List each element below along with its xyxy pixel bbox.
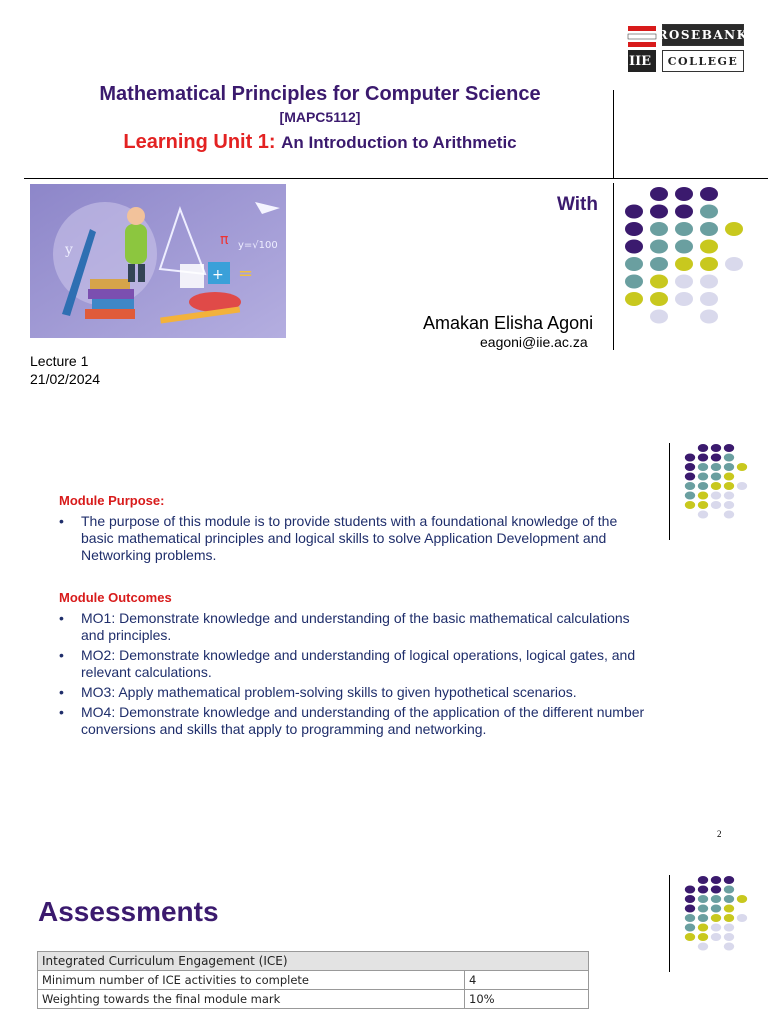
decorative-dots-small-1 — [680, 440, 752, 526]
decorative-dot — [711, 933, 721, 941]
decorative-dot — [685, 454, 695, 462]
decorative-dot — [698, 444, 708, 452]
decorative-dot — [711, 454, 721, 462]
decorative-dot — [685, 482, 695, 490]
outcome-item: • MO3: Apply mathematical problem-solving skills to given hypothetical scenarios. — [59, 684, 649, 701]
page-number: 2 — [717, 829, 722, 839]
table-cell-label: Weighting towards the final module mark — [38, 990, 465, 1009]
decorative-dot — [698, 933, 708, 941]
course-title: Mathematical Principles for Computer Science — [99, 83, 541, 105]
decorative-dot — [724, 943, 734, 951]
decorative-dot — [698, 886, 708, 894]
outcome-item: • MO1: Demonstrate knowledge and understanding of the basic mathematical calculations and principles. — [59, 610, 649, 644]
decorative-dot — [724, 454, 734, 462]
decorative-dot — [724, 482, 734, 490]
module-purpose-list — [59, 513, 649, 567]
module-outcomes-list — [59, 610, 649, 741]
decorative-dot — [650, 222, 668, 236]
math-illustration — [30, 184, 286, 338]
decorative-dot — [675, 275, 693, 289]
table-cell-value: 4 — [465, 971, 589, 990]
decorative-dot — [711, 473, 721, 481]
decorative-dot — [711, 876, 721, 884]
decorative-dot — [737, 482, 747, 490]
table-header-cell: Integrated Curriculum Engagement (ICE) — [38, 952, 589, 971]
decorative-dot — [685, 886, 695, 894]
decorative-dot — [650, 257, 668, 271]
decorative-dot — [698, 876, 708, 884]
decorative-dot — [698, 463, 708, 471]
decorative-dot — [698, 905, 708, 913]
decorative-dot — [711, 482, 721, 490]
decorative-dot — [675, 205, 693, 219]
divider-vertical-slide2 — [669, 443, 670, 540]
learning-unit-label: Learning Unit 1: — [123, 131, 276, 153]
divider-horizontal — [24, 178, 768, 179]
decorative-dot — [685, 895, 695, 903]
decorative-dot — [724, 511, 734, 519]
decorative-dot — [724, 463, 734, 471]
decorative-dot — [711, 924, 721, 932]
decorative-dot — [685, 905, 695, 913]
purpose-item: • The purpose of this module is to provide students with a foundational knowledge of the basic mathematical principles and logical skills to solve Application Development and Networking problems. — [59, 513, 649, 564]
decorative-dot — [685, 463, 695, 471]
decorative-dot — [711, 501, 721, 509]
decorative-dot — [698, 914, 708, 922]
decorative-dot — [725, 222, 743, 236]
svg-text:y=√100: y=√100 — [238, 240, 278, 251]
outcome-item: • MO4: Demonstrate knowledge and understanding of the application of the different number conversions and skills that apply to programming and networking. — [59, 704, 649, 738]
divider-vertical-top — [613, 90, 614, 178]
learning-unit-title — [0, 131, 640, 154]
decorative-dot — [724, 933, 734, 941]
lecture-number: Lecture 1 — [30, 353, 89, 369]
with-label: With — [557, 194, 598, 215]
decorative-dot — [675, 257, 693, 271]
lecturer-name: Amakan Elisha Agoni — [423, 313, 594, 333]
decorative-dot — [698, 501, 708, 509]
decorative-dot — [711, 492, 721, 500]
decorative-dot — [700, 275, 718, 289]
decorative-dot — [625, 275, 643, 289]
decorative-dot — [698, 511, 708, 519]
decorative-dot — [724, 492, 734, 500]
decorative-dot — [685, 924, 695, 932]
decorative-dot — [711, 463, 721, 471]
logo-mark: IIE — [629, 54, 652, 69]
divider-vertical-slide3 — [669, 875, 670, 972]
decorative-dot — [724, 895, 734, 903]
decorative-dot — [625, 205, 643, 219]
logo-text-college: COLLEGE — [662, 50, 744, 72]
decorative-dot — [685, 473, 695, 481]
decorative-dot — [698, 924, 708, 932]
decorative-dot — [625, 257, 643, 271]
table-cell-value: 10% — [465, 990, 589, 1009]
decorative-dots-large — [624, 186, 748, 330]
svg-text:π: π — [220, 232, 229, 248]
decorative-dot — [625, 222, 643, 236]
decorative-dot — [700, 205, 718, 219]
assessments-heading: Assessments — [38, 896, 219, 927]
decorative-dot — [737, 463, 747, 471]
svg-text:=: = — [238, 263, 254, 284]
decorative-dot — [724, 924, 734, 932]
decorative-dot — [698, 943, 708, 951]
decorative-dot — [650, 275, 668, 289]
decorative-dot — [711, 886, 721, 894]
lecturer-email: eagoni@iie.ac.za — [480, 334, 588, 350]
decorative-dot — [625, 292, 643, 306]
decorative-dot — [650, 310, 668, 324]
divider-vertical-mid — [613, 183, 614, 350]
decorative-dot — [650, 292, 668, 306]
module-outcomes-heading: Module Outcomes — [59, 590, 172, 605]
decorative-dot — [675, 187, 693, 201]
decorative-dot — [625, 240, 643, 254]
course-code: [MAPC5112] — [279, 109, 361, 125]
ice-table — [37, 951, 589, 1009]
decorative-dot — [675, 292, 693, 306]
decorative-dot — [675, 240, 693, 254]
decorative-dot — [737, 895, 747, 903]
table-row — [38, 990, 589, 1009]
decorative-dot — [700, 222, 718, 236]
decorative-dot — [675, 222, 693, 236]
svg-text:+: + — [212, 267, 224, 283]
decorative-dot — [724, 905, 734, 913]
decorative-dot — [698, 492, 708, 500]
decorative-dot — [698, 895, 708, 903]
decorative-dot — [700, 257, 718, 271]
decorative-dot — [737, 914, 747, 922]
table-row — [38, 971, 589, 990]
outcome-item: • MO2: Demonstrate knowledge and understanding of logical operations, logical gates, and relevant calculations. — [59, 647, 649, 681]
decorative-dot — [685, 914, 695, 922]
decorative-dot — [724, 444, 734, 452]
decorative-dot — [650, 187, 668, 201]
decorative-dot — [650, 240, 668, 254]
learning-unit-subtitle: An Introduction to Arithmetic — [281, 133, 517, 152]
logo-text-rosebank: ROSEBANK — [662, 24, 744, 46]
table-cell-label: Minimum number of ICE activities to complete — [38, 971, 465, 990]
lecture-date: 21/02/2024 — [30, 371, 101, 387]
decorative-dot — [724, 501, 734, 509]
decorative-dot — [698, 454, 708, 462]
svg-text:y: y — [65, 242, 73, 258]
decorative-dot — [725, 257, 743, 271]
decorative-dot — [700, 240, 718, 254]
module-purpose-heading: Module Purpose: — [59, 493, 165, 508]
decorative-dots-small-2 — [680, 872, 752, 958]
decorative-dot — [711, 914, 721, 922]
decorative-dot — [698, 482, 708, 490]
rosebank-college-logo — [626, 24, 749, 74]
decorative-dot — [700, 310, 718, 324]
table-header-row — [38, 952, 589, 971]
decorative-dot — [700, 292, 718, 306]
decorative-dot — [724, 473, 734, 481]
decorative-dot — [685, 501, 695, 509]
decorative-dot — [724, 914, 734, 922]
decorative-dot — [711, 444, 721, 452]
decorative-dot — [700, 187, 718, 201]
decorative-dot — [685, 933, 695, 941]
decorative-dot — [724, 876, 734, 884]
decorative-dot — [711, 905, 721, 913]
decorative-dot — [711, 895, 721, 903]
decorative-dot — [685, 492, 695, 500]
decorative-dot — [698, 473, 708, 481]
decorative-dot — [724, 886, 734, 894]
decorative-dot — [650, 205, 668, 219]
